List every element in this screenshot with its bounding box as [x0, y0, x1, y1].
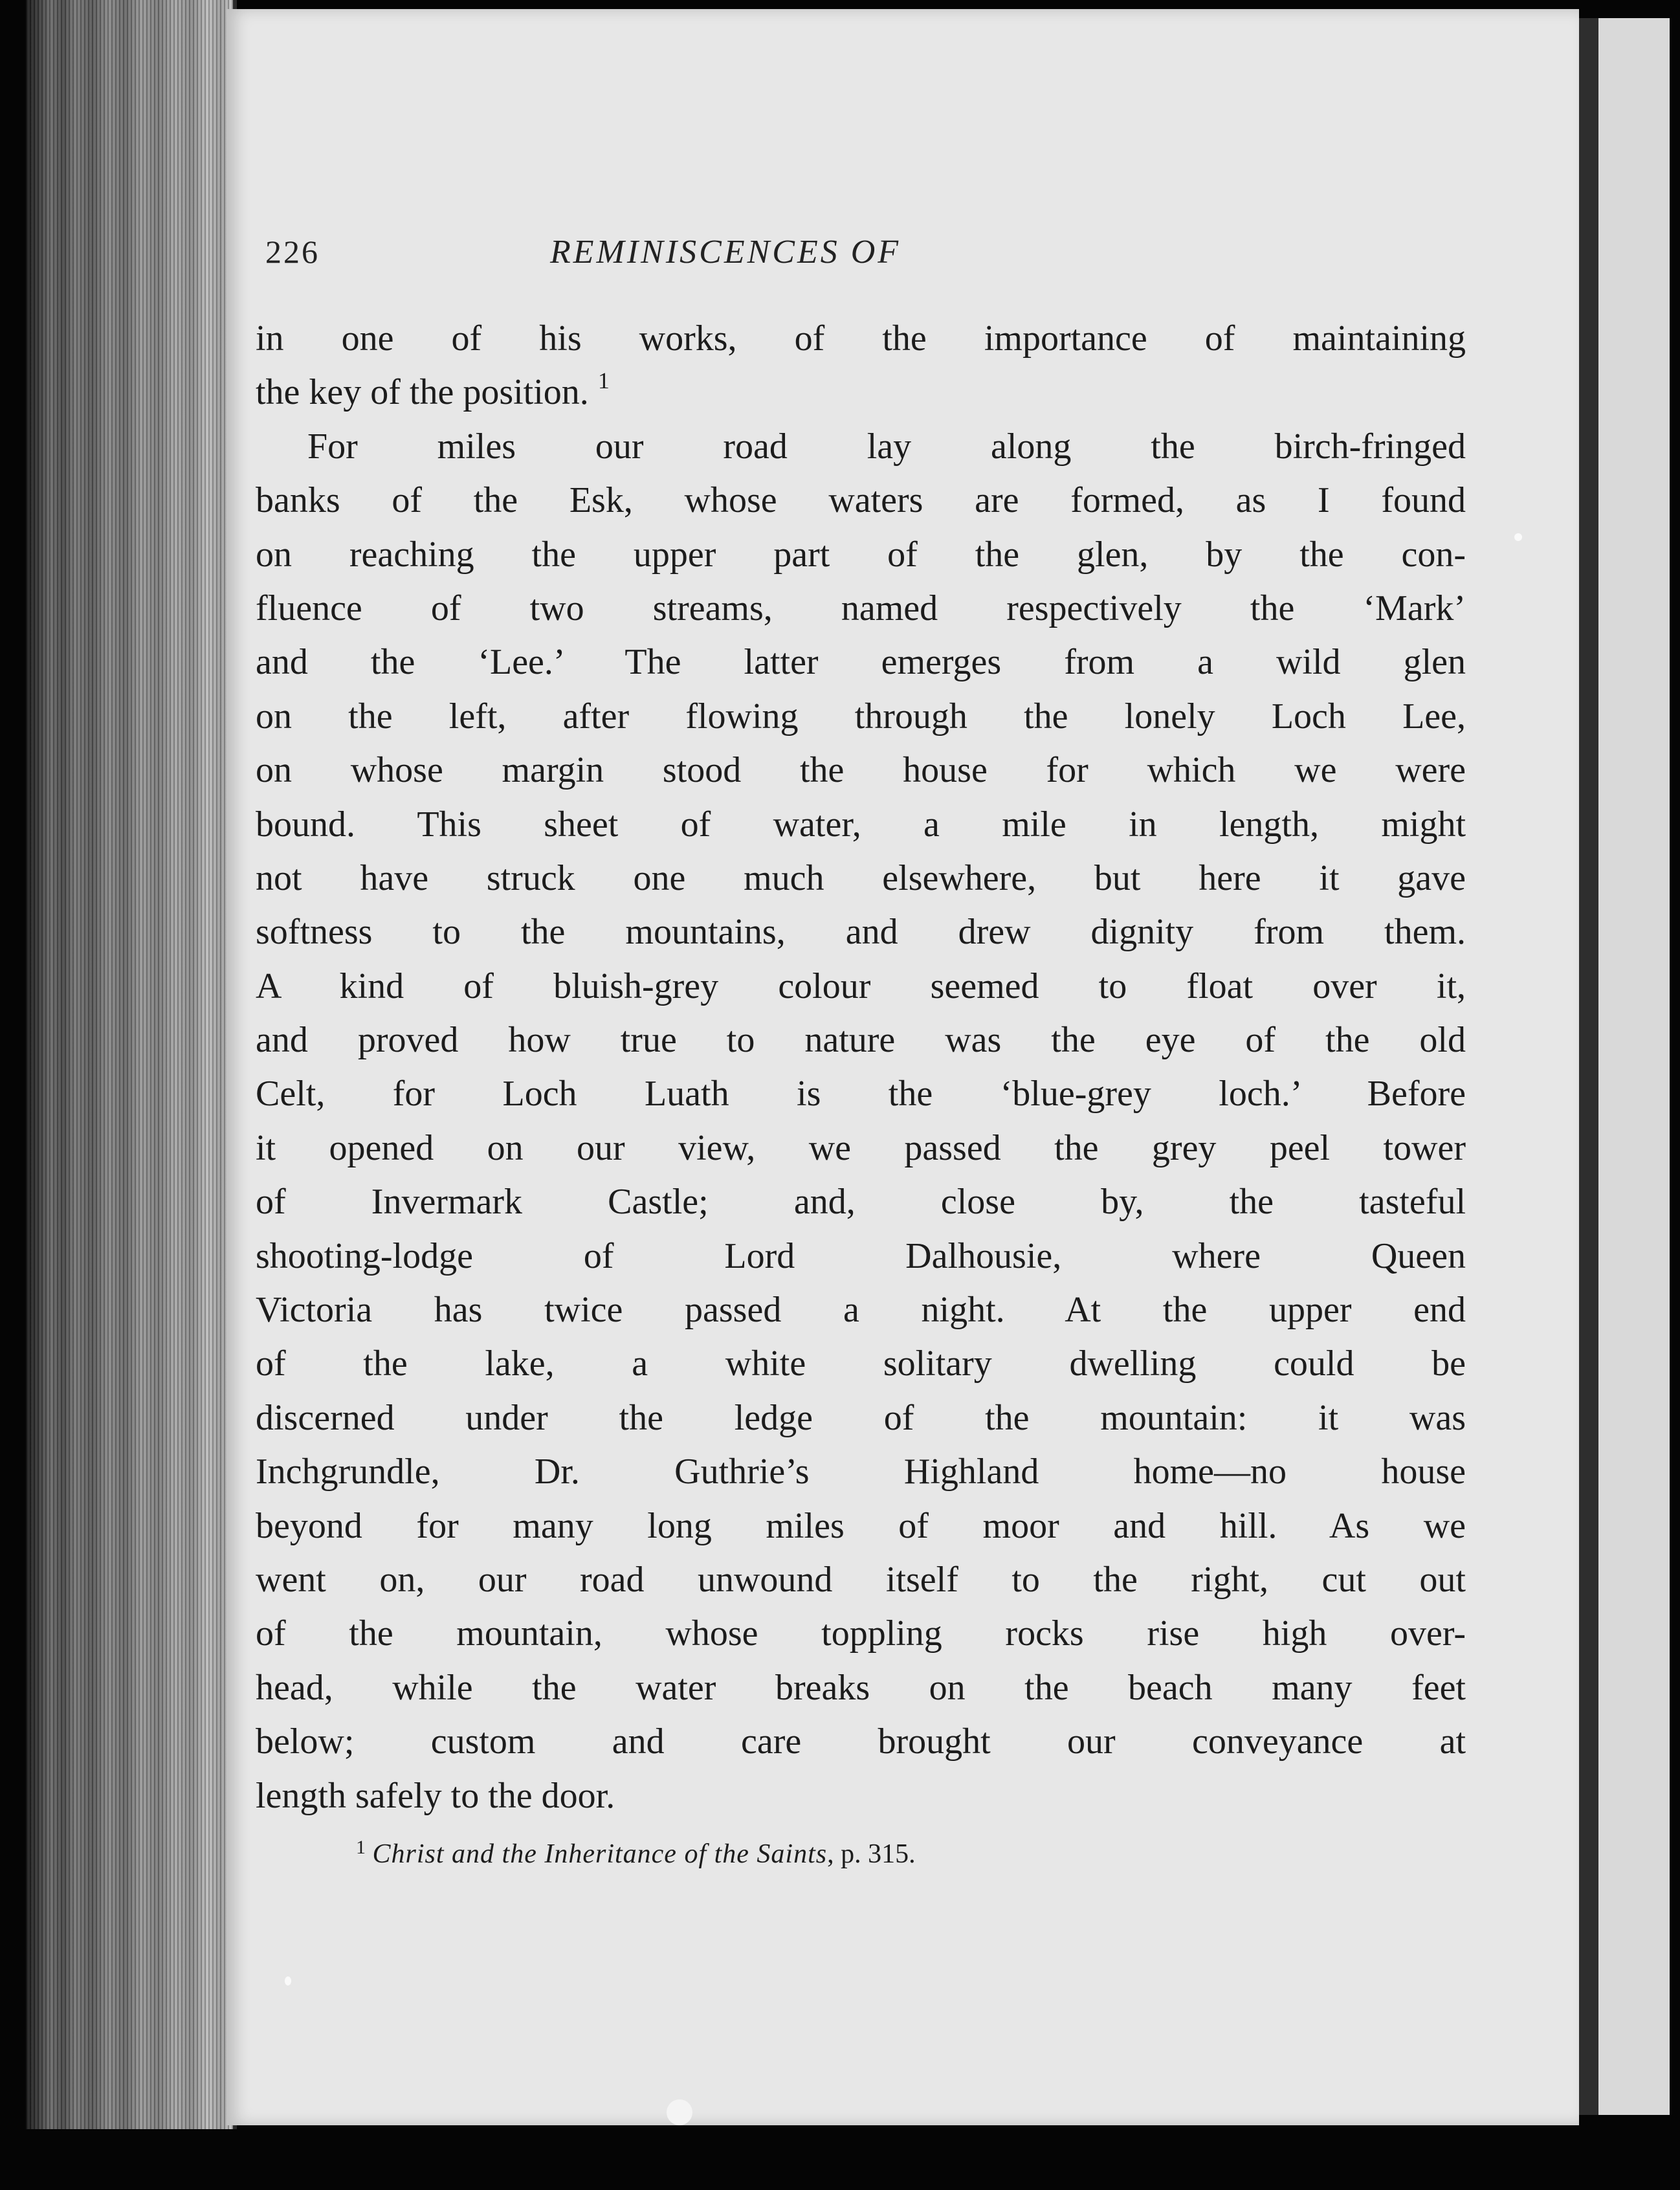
text-line: shooting-lodge of Lord Dalhousie, where Queen	[256, 1235, 1466, 1276]
footnote-page-ref: , p. 315.	[827, 1839, 916, 1869]
text-line: of the lake, a white solitary dwelling could be	[256, 1344, 1466, 1384]
running-head	[265, 233, 1230, 278]
paper-speck	[285, 1976, 291, 1985]
book-gutter	[1579, 18, 1598, 2115]
text-line: went on, our road unwound itself to the right, cut out	[256, 1559, 1466, 1600]
page-number: 226	[265, 234, 320, 270]
text-line: of the mountain, whose toppling rocks rise high over-	[256, 1613, 1466, 1654]
text-line: discerned under the ledge of the mountain: it was	[256, 1397, 1466, 1438]
text-line: on whose margin stood the house for which we were	[256, 750, 1466, 791]
text-line: fluence of two streams, named respectively the ‘Mark’	[256, 588, 1466, 628]
text-line: beyond for many long miles of moor and hill. As we	[256, 1505, 1466, 1546]
text-line: Victoria has twice passed a night. At the upper end	[256, 1290, 1466, 1331]
text-line: head, while the water breaks on the beach many feet	[256, 1667, 1466, 1708]
text-line: A kind of bluish-grey colour seemed to float over it,	[256, 966, 1466, 1006]
text-line: banks of the Esk, whose waters are formed, as I found	[256, 480, 1466, 521]
footnote-reference: 1	[597, 368, 610, 394]
text-line: Inchgrundle, Dr. Guthrie’s Highland home—no house	[256, 1452, 1466, 1492]
paper-speck	[1514, 533, 1522, 541]
text-line: length safely to the door.	[256, 1775, 615, 1816]
text-line: not have struck one much elsewhere, but here it gave	[256, 857, 1466, 898]
running-title: REMINISCENCES OF	[550, 234, 901, 271]
text-line: on the left, after flowing through the lonely Loch Lee,	[256, 696, 1466, 736]
text-line: and the ‘Lee.’ The latter emerges from a wild glen	[256, 642, 1466, 683]
text-line: it opened on our view, we passed the grey peel tower	[256, 1127, 1466, 1168]
body-text	[256, 312, 1466, 1823]
paper-speck	[667, 2099, 692, 2125]
text-line: bound. This sheet of water, a mile in length, might	[256, 804, 1466, 845]
text-line: For miles our road lay along the birch-fringed	[307, 426, 1466, 467]
footnote	[356, 1837, 1391, 1870]
text-line: and proved how true to nature was the eye of the old	[256, 1020, 1466, 1061]
text-line	[256, 366, 1466, 419]
text-line: in one of his works, of the importance of maintaining	[256, 318, 1466, 359]
text-line: softness to the mountains, and drew dignity from them.	[256, 912, 1466, 953]
footnote-marker: 1	[356, 1837, 366, 1858]
next-page-edge	[1598, 18, 1670, 2115]
footnote-title: Christ and the Inheritance of the Saints	[372, 1839, 828, 1869]
text-line-content: the key of the position.	[256, 372, 589, 413]
text-line: on reaching the upper part of the glen, by the con-	[256, 534, 1466, 575]
text-line: below; custom and care brought our conveyance at	[256, 1721, 1466, 1762]
text-line: of Invermark Castle; and, close by, the tasteful	[256, 1182, 1466, 1222]
text-line: Celt, for Loch Luath is the ‘blue-grey loch.’ Before	[256, 1074, 1466, 1114]
book-page-stack	[26, 0, 237, 2129]
